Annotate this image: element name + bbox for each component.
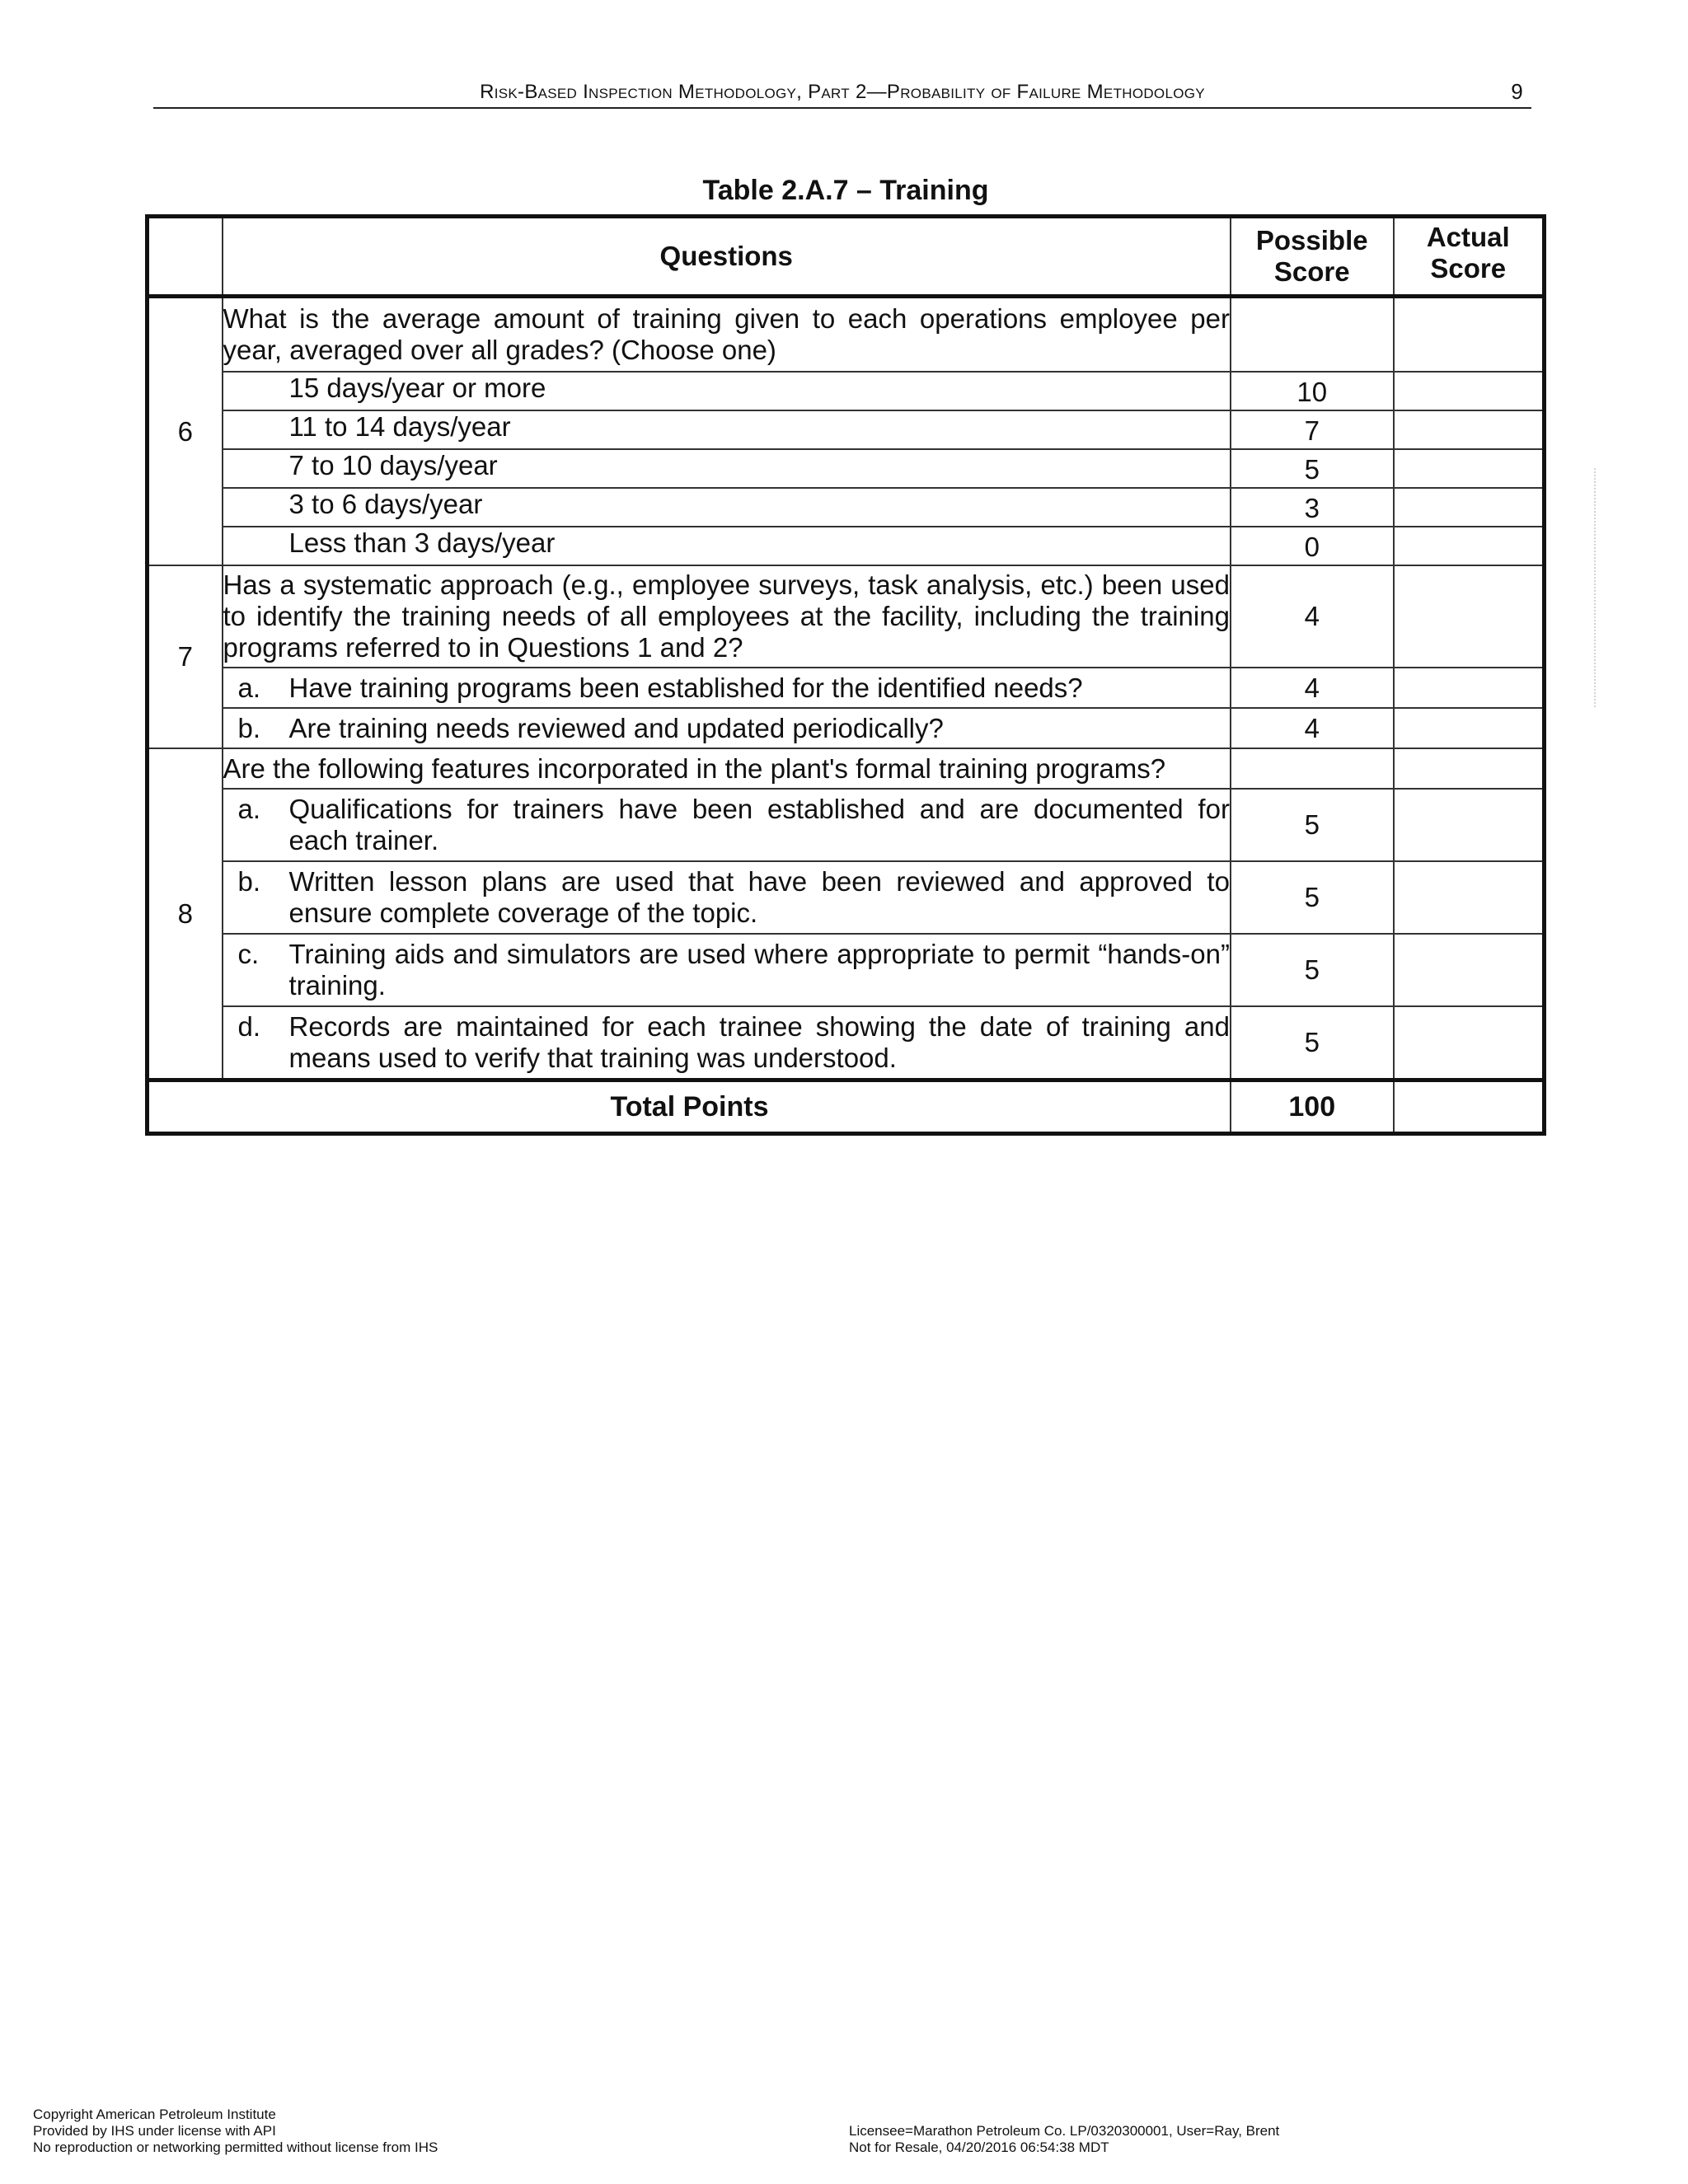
actual-score-cell: [1394, 1006, 1545, 1080]
actual-score-cell: [1394, 449, 1545, 488]
actual-score-cell: [1394, 565, 1545, 668]
footer-copyright: [33, 2107, 438, 2156]
possible-score: 4: [1231, 565, 1394, 668]
option-text: Less than 3 days/year: [223, 527, 1231, 565]
option-text: 7 to 10 days/year: [223, 449, 1231, 488]
question-number: 8: [148, 748, 223, 1080]
table-row: [148, 934, 1545, 1006]
sub-question: [223, 934, 1231, 1006]
possible-score: 0: [1231, 527, 1394, 565]
footer-line: No reproduction or networking permitted without license from IHS: [33, 2139, 438, 2155]
sub-question-text: Written lesson plans are used that have been reviewed and approved to ensure complete coverage of the topic.: [288, 866, 1230, 928]
possible-label: Possible: [1255, 225, 1368, 255]
number-column-header: [148, 217, 223, 297]
sub-question-letter: c.: [237, 939, 260, 969]
possible-score-column-header: [1231, 217, 1394, 297]
option-text: 11 to 14 days/year: [223, 410, 1231, 449]
total-label: Total Points: [148, 1080, 1231, 1134]
footer-license: [849, 2123, 1279, 2156]
running-title: Risk-Based Inspection Methodology, Part 2—Probability of Failure Methodology: [480, 81, 1205, 103]
table-row: [148, 297, 1545, 373]
table-caption: Table 2.A.7 – Training: [702, 175, 989, 206]
sub-question-letter: b.: [237, 866, 261, 897]
actual-score-cell: [1394, 527, 1545, 565]
sub-question-letter: a.: [237, 794, 261, 824]
sub-question-letter: b.: [237, 712, 261, 743]
sub-question: [223, 1006, 1231, 1080]
question-text: Are the following features incorporated in the plant's formal training programs?: [223, 748, 1231, 789]
sub-question-letter: d.: [237, 1011, 261, 1042]
possible-score: 5: [1231, 934, 1394, 1006]
possible-score: 5: [1231, 449, 1394, 488]
running-header: [153, 79, 1531, 109]
table-row: [148, 565, 1545, 668]
margin-watermark-mark: [1594, 468, 1602, 707]
table-row: [148, 1006, 1545, 1080]
sub-question-text: Records are maintained for each trainee showing the date of training and means used to verify that training was understood.: [288, 1011, 1230, 1073]
sub-question: [223, 668, 1231, 708]
option-text: 3 to 6 days/year: [223, 488, 1231, 527]
footer-line: Provided by IHS under license with API: [33, 2123, 276, 2139]
actual-score-cell: [1394, 789, 1545, 861]
actual-score-cell: [1394, 934, 1545, 1006]
table-row: [148, 410, 1545, 449]
actual-score-column-header: [1394, 217, 1545, 297]
possible-score: 4: [1231, 708, 1394, 748]
possible-score: 5: [1231, 789, 1394, 861]
actual-score-cell: [1394, 488, 1545, 527]
possible-score: 10: [1231, 372, 1394, 410]
sub-question-text: Training aids and simulators are used where appropriate to permit “hands-on” training.: [288, 939, 1230, 1001]
possible-score: 3: [1231, 488, 1394, 527]
possible-score: 5: [1231, 1006, 1394, 1080]
table-header-row: [148, 217, 1545, 297]
sub-question: [223, 708, 1231, 748]
possible-score-cell: [1231, 748, 1394, 789]
actual-score-cell: [1394, 410, 1545, 449]
sub-question: [223, 789, 1231, 861]
question-text: What is the average amount of training given to each operations employee per year, averaged over all grades? (Choose one): [223, 297, 1231, 373]
table-row: [148, 861, 1545, 934]
possible-score: 4: [1231, 668, 1394, 708]
table-row: [148, 668, 1545, 708]
table-row: [148, 789, 1545, 861]
footer-line: Copyright American Petroleum Institute: [33, 2107, 276, 2122]
actual-score-cell: [1394, 861, 1545, 934]
table-row: [148, 748, 1545, 789]
table-row: [148, 527, 1545, 565]
question-text: Has a systematic approach (e.g., employee surveys, task analysis, etc.) been used to identify the training needs of all employees at the facility, including the training programs referred to in Questions 1 and 2?: [223, 565, 1231, 668]
possible-score: 7: [1231, 410, 1394, 449]
actual-score-cell: [1394, 297, 1545, 373]
total-row: [148, 1080, 1545, 1134]
training-table: [145, 214, 1546, 1136]
actual-score-cell: [1394, 372, 1545, 410]
total-actual-score: [1394, 1080, 1545, 1134]
actual-score-cell: [1394, 748, 1545, 789]
possible-score-cell: [1231, 297, 1394, 373]
sub-question-text: Have training programs been established for the identified needs?: [288, 672, 1083, 703]
total-possible-score: 100: [1231, 1080, 1394, 1134]
table-row: [148, 488, 1545, 527]
footer-line: Licensee=Marathon Petroleum Co. LP/0320300001, User=Ray, Brent: [849, 2123, 1280, 2139]
actual-score-cell: [1394, 668, 1545, 708]
score-label: Score: [1273, 256, 1350, 287]
sub-question-text: Are training needs reviewed and updated periodically?: [288, 712, 944, 743]
table-row: [148, 708, 1545, 748]
table-row: [148, 449, 1545, 488]
possible-score: 5: [1231, 861, 1394, 934]
table-row: [148, 372, 1545, 410]
sub-question-text: Qualifications for trainers have been established and are documented for each trainer.: [288, 794, 1230, 855]
page-number: 9: [1511, 79, 1523, 104]
footer-line: Not for Resale, 04/20/2016 06:54:38 MDT: [849, 2139, 1109, 2155]
sub-question-letter: a.: [237, 672, 261, 703]
score-label: Score: [1430, 253, 1507, 284]
question-number: 6: [148, 297, 223, 566]
question-number: 7: [148, 565, 223, 748]
questions-column-header: Questions: [223, 217, 1231, 297]
actual-score-cell: [1394, 708, 1545, 748]
actual-label: Actual: [1426, 222, 1510, 252]
sub-question: [223, 861, 1231, 934]
option-text: 15 days/year or more: [223, 372, 1231, 410]
